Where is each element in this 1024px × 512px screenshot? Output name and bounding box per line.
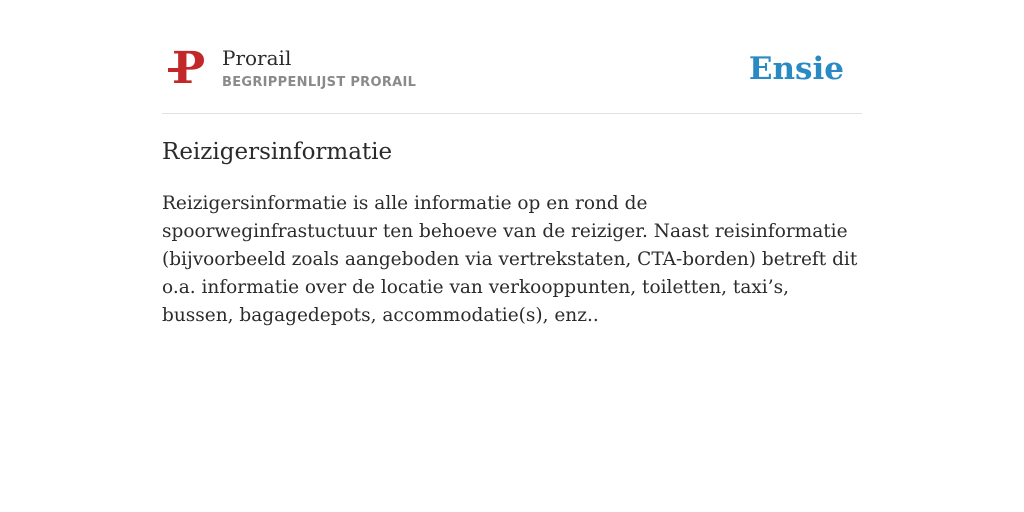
term-title: Reizigersinformatie — [162, 139, 393, 165]
glossary-label[interactable]: BEGRIPPENLIJST PRORAIL — [222, 75, 417, 90]
term-definition: Reizigersinformatie is alle informatie op en rond de spoorweginfrastuctuur ten behoeve van de reiziger. Naast reisinformatie (bijvoorbeeld zoals aangeboden via vertrekstaten, CTA-borden) betreft dit o.a. informatie over de locatie van verkooppunten, toiletten, taxi’s, bussen, bagagedepots, accommodatie(s), enz.. — [162, 193, 858, 326]
page — [162, 0, 862, 326]
header — [162, 0, 862, 114]
org-name[interactable]: Prorail — [222, 46, 292, 70]
ensie-brand-link[interactable]: Ensie — [748, 51, 844, 87]
logo-letter: P — [172, 43, 206, 94]
prorail-logo-icon[interactable] — [168, 43, 206, 94]
